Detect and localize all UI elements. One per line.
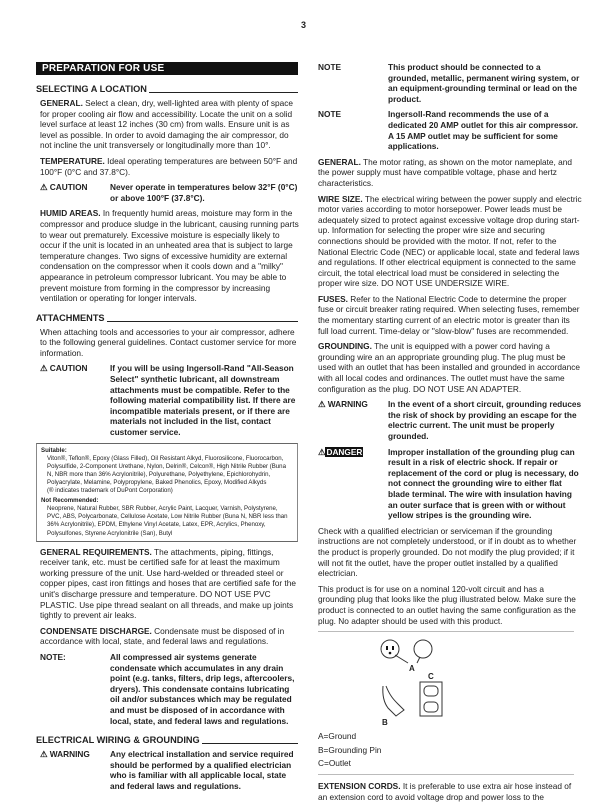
warning-text: In the event of a short circuit, grounding reduces the risk of shock by providing an escape for the electric current. The unit must be properly grounded. <box>388 399 582 441</box>
text: The attachments, piping, fittings, receiver tank, etc. must be certified safe for at least the maximum working pressure of the unit. Use hard-welded or threaded steel or copper pipes, cast iron fittings and hoses that are certified safe for the unit's discharge pressure and temperature. DO NOT USE PVC PLASTIC. Use pipe thread sealant on all threads, and make up joints tightly to prevent air leaks. <box>40 546 296 621</box>
divider <box>318 774 574 775</box>
caution-lubricant <box>40 363 300 437</box>
general-motor-paragraph <box>318 157 582 189</box>
warning-label: ⚠ WARNING <box>40 749 90 760</box>
lead: GROUNDING. <box>318 341 372 352</box>
text: Ideal operating temperatures are between 50°F and 100°F (0°C and 37.8°C). <box>40 155 298 177</box>
figure-legend <box>318 730 582 770</box>
section-banner: PREPARATION FOR USE <box>36 62 298 75</box>
page-number: 3 <box>301 20 307 30</box>
suitable-label: Suitable: <box>41 446 67 454</box>
trademark-note: (® indicates trademark of DuPont Corporation) <box>47 487 173 495</box>
warning-short-circuit <box>318 399 582 441</box>
note-label: NOTE: <box>40 652 66 662</box>
lead: FUSES. <box>318 293 348 304</box>
text: Condensate must be disposed of in accordance with local, state, and federal laws and regulations. <box>40 625 285 647</box>
danger-label <box>318 447 388 521</box>
note-grounded <box>318 62 582 104</box>
lead: TEMPERATURE. <box>40 155 105 166</box>
legend-ground: A=Ground <box>318 731 357 742</box>
caution-temperature <box>40 182 300 203</box>
warning-label: ⚠ WARNING <box>318 399 368 410</box>
grounding-paragraph <box>318 341 582 394</box>
legend-outlet: C=Outlet <box>318 757 351 768</box>
note-label: NOTE <box>318 62 342 72</box>
plug-cord-icon <box>383 686 404 716</box>
fuses-paragraph <box>318 294 582 336</box>
right-column <box>318 62 582 808</box>
caution-label: ⚠ CAUTION <box>40 182 88 193</box>
heading-selecting-location <box>36 84 298 95</box>
wall-outlet-icon <box>420 682 442 716</box>
heading-text: ELECTRICAL WIRING & GROUNDING <box>36 735 200 746</box>
heading-text: SELECTING A LOCATION <box>36 84 147 94</box>
note-dedicated-outlet <box>318 109 582 151</box>
lead: GENERAL REQUIREMENTS. <box>40 546 152 557</box>
figure-label-a: A <box>409 664 415 674</box>
general-requirements-paragraph <box>40 547 300 621</box>
text: The unit is equipped with a power cord having a grounding wire an an appropriate grounding plug. The plug must be used with an outlet that has been installed and grounded in accordance with all local codes and ordinances. The outlet must have the same configuration as the plug. DO NOT USE AN ADAPTER. <box>318 341 581 394</box>
suitable-list: Viton®, Teflon®, Epoxy (Glass Filled), Oil Resistant Alkyd, Fluorosilicone, Fluorocarbon, Polysulfide, 2-Component Urethane, Nylon, Delrin®, Celcon®, High Nitrile Rubber (Buna N, NBR more than 36% Acrylonitrile), Polyurethane, Polyethylene, Epichlorohydrin, Polyacrylate, Melamine, Polypropylene, Baked Phenolics, Epoxy, Modified Alkyds <box>47 454 286 486</box>
lead: CONDENSATE DISCHARGE. <box>40 625 152 636</box>
heading-text: ATTACHMENTS <box>36 312 105 323</box>
note-condensate <box>40 652 300 726</box>
not-recommended-label: Not Recommended: <box>41 497 99 505</box>
humid-paragraph <box>40 208 300 303</box>
heading-electrical <box>36 735 298 746</box>
danger-badge: DANGER <box>326 446 363 457</box>
lead: EXTENSION CORDS. <box>318 781 401 792</box>
warning-text: Any electrical installation and service required should be performed by a qualified electrician who is familiar with all applicable local, state and federal laws and regulations. <box>110 749 294 791</box>
note-label: NOTE <box>318 109 342 120</box>
text: Refer to the National Electric Code to determine the proper fuse or circuit breaker rating required. When selecting fuses, remember the momentary starting current of an electric motor is greater than its full load current. Time-delay or "slow-blow" fuses are recommended. <box>318 293 580 336</box>
note-text: This product should be connected to a grounded, metallic, permanent wiring system, or an equipment-grounding terminal or lead on the product. <box>388 62 580 104</box>
condensate-paragraph <box>40 626 300 647</box>
outlet-face-icon <box>414 640 432 658</box>
left-column <box>36 62 300 797</box>
note-text: All compressed air systems generate condensate which accumulates in any drain point (e.g. tanks, filters, drip legs, aftercoolers, dryers). This condensate contains lubricating oil and/or substances which may be regulated and must be disposed of in accordance with local, state, and federal laws and regulations. <box>110 652 295 726</box>
temperature-paragraph <box>40 156 300 177</box>
warning-electrical <box>40 749 300 791</box>
text: Select a clean, dry, well-lighted area with plenty of space for proper cooling air flow and accessibility. Locate the unit on a solid level surface at least 12 inches (30 cm) from walls. Ensure unit is as level as possible. In order to avoid damaging the air compressor, do not incline the unit transversely or longitudinally more than 10°. <box>40 98 294 151</box>
caution-text: Never operate in temperatures below 32°F (0°C) or above 100°F (37.8°C). <box>110 182 298 203</box>
danger-grounding-plug <box>318 447 582 521</box>
figure-label-b: B <box>382 718 388 727</box>
lead: GENERAL. <box>40 98 83 108</box>
wire-size-paragraph <box>318 194 582 289</box>
text: The electrical wiring between the power supply and electric motor varies according to motor horsepower. Power leads must be adequately sized to protect against excessive voltage drop during start-up. Information for selecting the proper wire size and securing connections should be provided with the motor. If not, refer to the National Electric Code (NEC) or applicable local, state and federal laws and regulations. If other electrical equipment is connected to the same circuit, the total electrical load must be considered in selecting the proper wire size. DO NOT USE UNDERSIZE WIRE. <box>318 193 582 289</box>
warning-triangle-icon: ⚠ <box>318 446 326 457</box>
divider <box>318 631 574 632</box>
general-paragraph <box>40 98 300 151</box>
caution-text: If you will be using Ingersoll-Rand "All-Season Select" synthetic lubricant, all downstream attachments must be compatible. Refer to the following material compatibility list. If there are incompatible materials present, or if there are materials not included in the list, contact customer service. <box>110 363 296 438</box>
check-electrician-paragraph: Check with a qualified electrician or serviceman if the grounding instructions are not completely understood, or if in doubt as to whether the product is properly grounded. Do not modify the plug provided; if it will not fit the outlet, have the proper outlet installed by a qualified electrician. <box>318 525 577 579</box>
heading-attachments <box>36 313 298 324</box>
figure-label-c: C <box>428 672 434 682</box>
lead: GENERAL. <box>318 156 361 167</box>
legend-grounding-pin: B=Grounding Pin <box>318 744 382 755</box>
attachments-intro: When attaching tools and accessories to your air compressor, adhere to the following general guidelines. Contact customer service for more information. <box>40 326 297 358</box>
danger-text: Improper installation of the grounding plug can result in a risk of electric shock. If repair or replacement of the cord or plug is necessary, do not connect the grounding wire to either flat blade terminal. The wire with insulation having an outer surface that is green with or without yellow stripes is the grounding wire. <box>388 446 579 521</box>
product-120v-paragraph: This product is for use on a nominal 120-volt circuit and has a grounding plug that looks like the plug illustrated below. Make sure the product is connected to an outlet having the same configuration as the plug. No adapter should be used with this product. <box>318 583 576 626</box>
caution-label: ⚠ CAUTION <box>40 363 88 374</box>
lead: WIRE SIZE. <box>318 193 363 204</box>
text: The motor rating, as shown on the motor nameplate, and the power supply must have compatible voltage, phase and hertz characteristics. <box>318 156 572 188</box>
lead: HUMID AREAS. <box>40 208 101 219</box>
text: It is preferable to use extra air hose instead of an extension cord to avoid voltage drop and power loss to the <box>318 781 572 802</box>
text: In frequently humid areas, moisture may form in the compressor and produce sludge in the lubricant, causing running parts to wear out prematurely. Excessive moisture is especially likely to occur if the unit is located in an unheated area that is subject to large temperature changes. Two signs of excessive humidity are external condensation on the compressor when it cools down and a "milky" appearance in petroleum compressor lubricant. You may be able to prevent moisture from forming in the compressor by increasing ventilation or operating for longer intervals. <box>40 208 299 304</box>
grounding-plug-illustration <box>380 638 490 726</box>
not-recommended-list: Neoprene, Natural Rubber, SBR Rubber, Acrylic Paint, Lacquer, Varnish, Polystyrene, PVC, ABS, Polycarbonate, Cellulose Acetate, Low Nitrile Rubber (Buna N, NBR less than 36% Acrylonitrile), EPDM, Ethylene Vinyl Acetate, Latex, EPR, Acrylics, Phenoxy, Polysulfones, Styrene Acrylonitrile (San), Butyl <box>47 505 288 537</box>
compatibility-box <box>36 443 298 542</box>
note-text: Ingersoll-Rand recommends the use of a dedicated 20 AMP outlet for this air compressor. A 15 AMP outlet may be sufficient for some applications. <box>388 109 578 152</box>
